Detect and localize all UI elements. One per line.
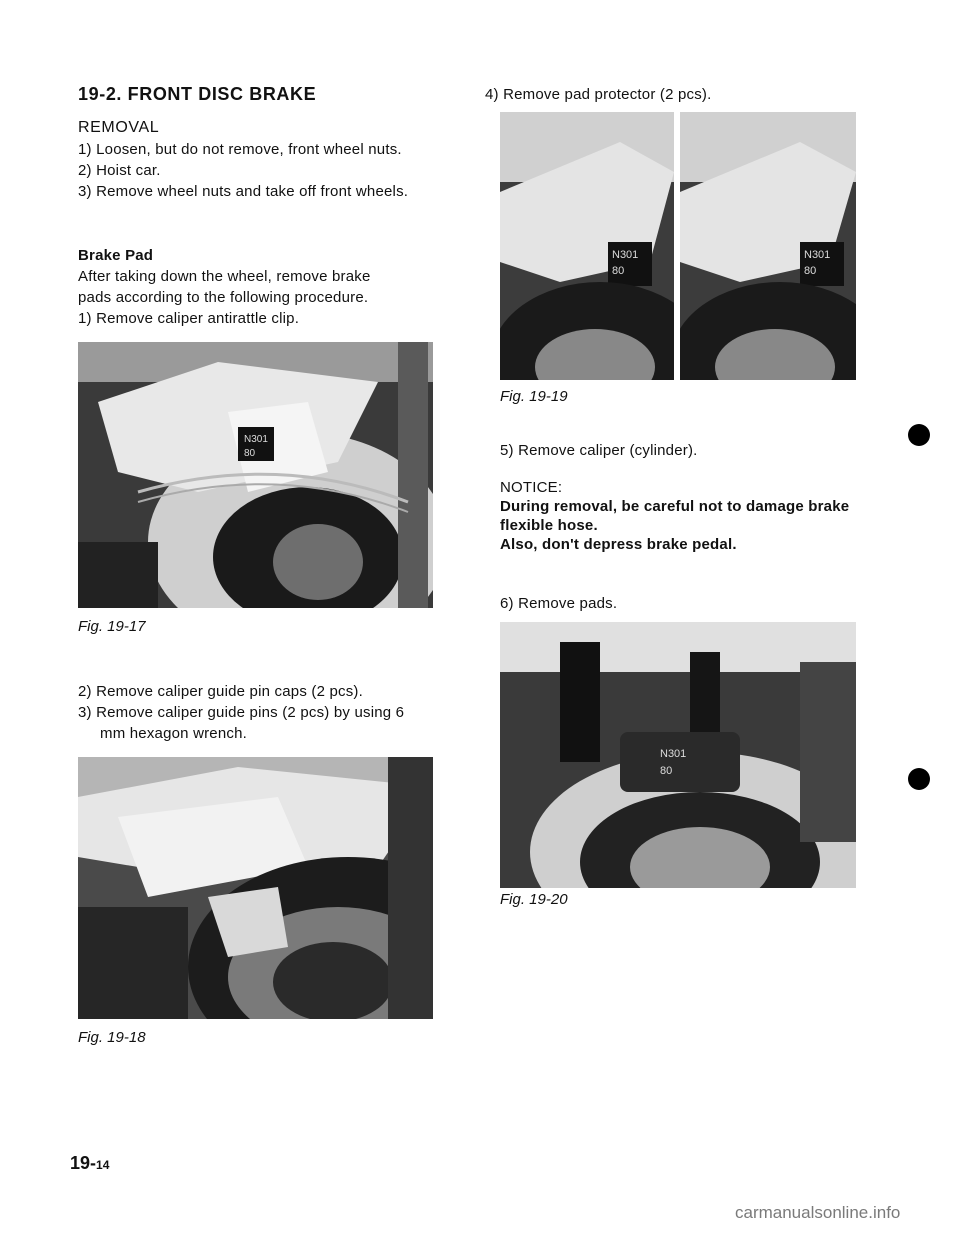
- caliper-marking-bottom: 80: [244, 448, 256, 459]
- figure-19-20-photo: [500, 622, 856, 888]
- brake-pad-heading: Brake Pad: [78, 247, 154, 264]
- pad-step-1: 1) Remove caliper antirattle clip.: [78, 310, 300, 327]
- caliper-marking-bottom: 80: [804, 265, 817, 277]
- caliper-marking-top: N301: [612, 249, 639, 261]
- caliper-marking-bottom: 80: [660, 765, 673, 777]
- figure-19-17-photo: [78, 342, 433, 608]
- page-number-sub: 14: [96, 1158, 110, 1172]
- brake-pad-intro-line-1: After taking down the wheel, remove brake: [78, 268, 371, 285]
- watermark-text: carmanualsonline.info: [735, 1203, 901, 1222]
- pad-step-6: 6) Remove pads.: [500, 595, 618, 612]
- pad-step-4: 4) Remove pad protector (2 pcs).: [485, 86, 712, 103]
- caliper-marking-bottom: 80: [612, 265, 625, 277]
- figure-19-18-caption: Fig. 19-18: [78, 1029, 146, 1046]
- pad-step-2: 2) Remove caliper guide pin caps (2 pcs).: [78, 683, 363, 700]
- section-title: 19-2. FRONT DISC BRAKE: [78, 84, 317, 104]
- removal-step-1: 1) Loosen, but do not remove, front wheel nuts.: [78, 141, 402, 158]
- pad-step-3: 3) Remove caliper guide pins (2 pcs) by using 6: [78, 704, 405, 721]
- notice-line-1: During removal, be careful not to damage brake: [500, 498, 850, 515]
- figure-19-19-caption: Fig. 19-19: [500, 388, 568, 405]
- caliper-marking-top: N301: [660, 748, 687, 760]
- brake-pad-intro-line-2: pads according to the following procedure.: [78, 289, 369, 306]
- figure-19-19-photo-right: [680, 112, 856, 380]
- notice-line-2: flexible hose.: [500, 517, 598, 534]
- figure-19-17-caption: Fig. 19-17: [78, 618, 146, 635]
- notice-line-3: Also, don't depress brake pedal.: [500, 536, 737, 553]
- margin-bullet-marker: [908, 768, 930, 790]
- figure-19-19-photo-left: [500, 112, 674, 380]
- removal-step-2: 2) Hoist car.: [78, 162, 161, 179]
- caliper-marking-top: N301: [804, 249, 831, 261]
- caliper-marking-top: N301: [244, 434, 268, 445]
- removal-heading: REMOVAL: [78, 119, 160, 136]
- page-number: [70, 1153, 109, 1174]
- removal-step-3: 3) Remove wheel nuts and take off front wheels.: [78, 183, 409, 200]
- figure-19-18-photo: [78, 757, 433, 1019]
- margin-bullet-marker: [908, 424, 930, 446]
- page-number-main: 19-: [70, 1153, 97, 1173]
- notice-heading: NOTICE:: [500, 479, 563, 496]
- figure-19-20-caption: Fig. 19-20: [500, 891, 568, 908]
- pad-step-5: 5) Remove caliper (cylinder).: [500, 442, 698, 459]
- pad-step-3-continued: mm hexagon wrench.: [100, 725, 248, 742]
